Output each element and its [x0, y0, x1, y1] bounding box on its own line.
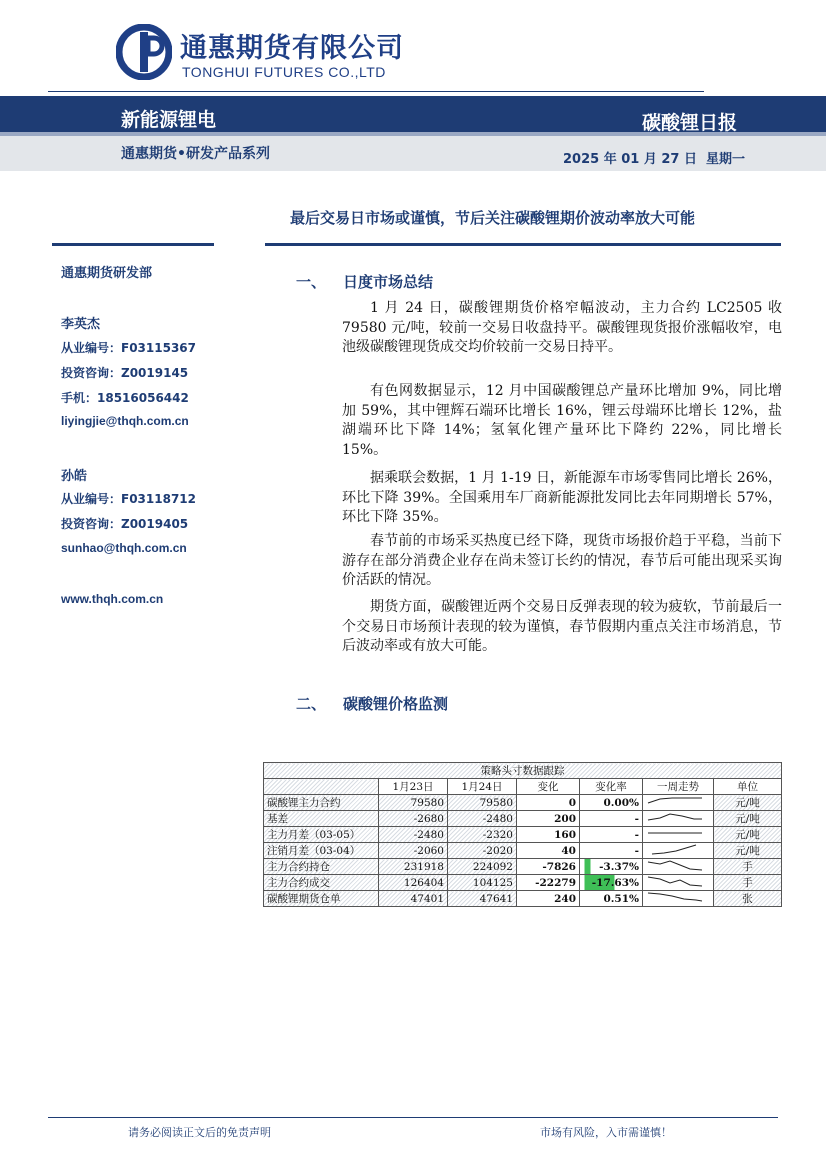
row-name: 主力月差（03-05）	[264, 827, 379, 843]
table-row	[264, 827, 782, 843]
main-rule	[265, 243, 781, 246]
footer-disclaimer: 请务必阅读正文后的免责声明	[128, 1126, 271, 1139]
row-sparkline	[643, 811, 714, 827]
row-change: -7826	[517, 859, 580, 875]
analyst-1-phone: 手机：18516056442	[61, 391, 189, 405]
row-rate: -3.37%	[580, 859, 643, 875]
row-rate: -	[580, 843, 643, 859]
row-sparkline	[643, 891, 714, 907]
sparkline-icon	[646, 859, 704, 871]
row-d1: -2680	[379, 811, 448, 827]
table-row	[264, 843, 782, 859]
row-d1: 126404	[379, 875, 448, 891]
section-1-title: 日度市场总结	[343, 273, 434, 291]
paragraph-3: 据乘联会数据，1 月 1-19 日，新能源车市场零售同比增长 26%，环比下降 39%。全国乘用车厂商新能源批发同比去年同期增长 57%，环比下降 35%。	[342, 470, 782, 525]
table-header-cell	[264, 779, 379, 795]
row-sparkline	[643, 875, 714, 891]
row-unit: 元/吨	[714, 811, 782, 827]
report-section: 新能源锂电	[121, 109, 217, 131]
analyst-2-license: 从业编号：F03118712	[61, 492, 196, 506]
paragraph-2: 有色网数据显示，12 月中国碳酸锂总产量环比增加 9%，同比增加 59%，其中锂辉石端环比增长 16%，锂云母端环比增长 12%，盐湖端环比下降 14%；氢氧化锂产量环比下降约 22%，同比增长 15%。	[342, 383, 782, 458]
row-change: 160	[517, 827, 580, 843]
row-unit: 元/吨	[714, 827, 782, 843]
table-header-cell: 1月23日	[379, 779, 448, 795]
row-name: 注销月差（03-04）	[264, 843, 379, 859]
row-name: 碳酸锂主力合约	[264, 795, 379, 811]
row-rate: -	[580, 811, 643, 827]
row-change: 40	[517, 843, 580, 859]
row-unit: 张	[714, 891, 782, 907]
section-2-number: 二、	[296, 695, 327, 713]
row-rate: 0.00%	[580, 795, 643, 811]
row-d2: 47641	[448, 891, 517, 907]
sparkline-icon	[646, 811, 704, 823]
table-row	[264, 795, 782, 811]
table-caption: 策略头寸数据跟踪	[264, 763, 782, 779]
report-series: 通惠期货•研发产品系列	[121, 146, 270, 162]
row-rate: -	[580, 827, 643, 843]
table-row	[264, 811, 782, 827]
sidebar-rule	[52, 243, 214, 246]
row-name: 主力合约持仓	[264, 859, 379, 875]
row-sparkline	[643, 859, 714, 875]
row-sparkline	[643, 827, 714, 843]
section-2-title: 碳酸锂价格监测	[343, 695, 449, 713]
row-d2: 79580	[448, 795, 517, 811]
row-name: 主力合约成交	[264, 875, 379, 891]
analyst-1-name: 李英杰	[61, 317, 101, 332]
table-header-cell: 1月24日	[448, 779, 517, 795]
sparkline-icon	[646, 827, 704, 839]
table-row	[264, 859, 782, 875]
company-logo	[116, 24, 172, 80]
row-d2: 224092	[448, 859, 517, 875]
row-d1: 79580	[379, 795, 448, 811]
row-unit: 手	[714, 859, 782, 875]
report-weekday: 星期一	[706, 152, 746, 167]
sparkline-icon	[646, 875, 704, 887]
analyst-1-consult: 投资咨询：Z0019145	[61, 366, 189, 380]
row-d1: 47401	[379, 891, 448, 907]
logo-rule	[48, 91, 704, 92]
table-row	[264, 891, 782, 907]
price-monitor-table	[263, 762, 782, 907]
table-header-cell: 变化	[517, 779, 580, 795]
row-d2: 104125	[448, 875, 517, 891]
report-type: 碳酸锂日报	[642, 112, 738, 134]
row-change: 240	[517, 891, 580, 907]
dept-name: 通惠期货研发部	[61, 266, 153, 281]
row-change: 200	[517, 811, 580, 827]
report-date: 2025 年 01 月 27 日	[563, 152, 697, 167]
website-link[interactable]: www.thqh.com.cn	[61, 592, 164, 606]
footer-risk-note: 市场有风险，入市需谨慎！	[540, 1126, 672, 1139]
table-header-cell: 变化率	[580, 779, 643, 795]
company-name-cn: 通惠期货有限公司	[180, 33, 404, 64]
paragraph-1: 1 月 24 日，碳酸锂期货价格窄幅波动，主力合约 LC2505 收 79580 元/吨，较前一交易日收盘持平。碳酸锂现货报价涨幅收窄，电池级碳酸锂现货成交均价较前一交易日持平。	[342, 300, 782, 355]
paragraph-5: 期货方面，碳酸锂近两个交易日反弹表现的较为疲软，节前最后一个交易日市场预计表现的较为谨慎，春节假期内重点关注市场消息，节后波动率或有放大可能。	[342, 599, 782, 654]
analyst-2-consult: 投资咨询：Z0019405	[61, 517, 189, 531]
row-sparkline	[643, 795, 714, 811]
table-row	[264, 875, 782, 891]
section-1-number: 一、	[296, 273, 327, 291]
row-d2: -2020	[448, 843, 517, 859]
row-unit: 手	[714, 875, 782, 891]
row-unit: 元/吨	[714, 795, 782, 811]
row-sparkline	[643, 843, 714, 859]
sparkline-icon	[646, 843, 704, 855]
row-change: -22279	[517, 875, 580, 891]
footer-rule	[48, 1117, 778, 1118]
table-header-row	[264, 779, 782, 795]
analyst-1-license: 从业编号：F03115367	[61, 341, 196, 355]
sparkline-icon	[646, 795, 704, 807]
row-d2: -2480	[448, 811, 517, 827]
row-name: 基差	[264, 811, 379, 827]
row-d1: -2060	[379, 843, 448, 859]
row-unit: 元/吨	[714, 843, 782, 859]
analyst-2-name: 孙皓	[61, 469, 88, 484]
row-d1: 231918	[379, 859, 448, 875]
report-headline: 最后交易日市场或谨慎，节后关注碳酸锂期价波动率放大可能	[290, 209, 696, 227]
analyst-1-email[interactable]: liyingjie@thqh.com.cn	[61, 414, 189, 428]
table-header-cell: 单位	[714, 779, 782, 795]
row-d2: -2320	[448, 827, 517, 843]
paragraph-4: 春节前的市场采买热度已经下降，现货市场报价趋于平稳，当前下游存在部分消费企业存在尚未签订长约的情况，春节后可能出现采买询价活跃的情况。	[342, 533, 782, 588]
row-rate: -17.63%	[580, 875, 643, 891]
logo-mark-icon	[116, 24, 172, 80]
row-rate: 0.51%	[580, 891, 643, 907]
row-change: 0	[517, 795, 580, 811]
company-name-en: TONGHUI FUTURES CO.,LTD	[182, 64, 386, 80]
table-header-cell: 一周走势	[643, 779, 714, 795]
row-d1: -2480	[379, 827, 448, 843]
row-name: 碳酸锂期货仓单	[264, 891, 379, 907]
analyst-2-email[interactable]: sunhao@thqh.com.cn	[61, 541, 187, 555]
sparkline-icon	[646, 891, 704, 903]
